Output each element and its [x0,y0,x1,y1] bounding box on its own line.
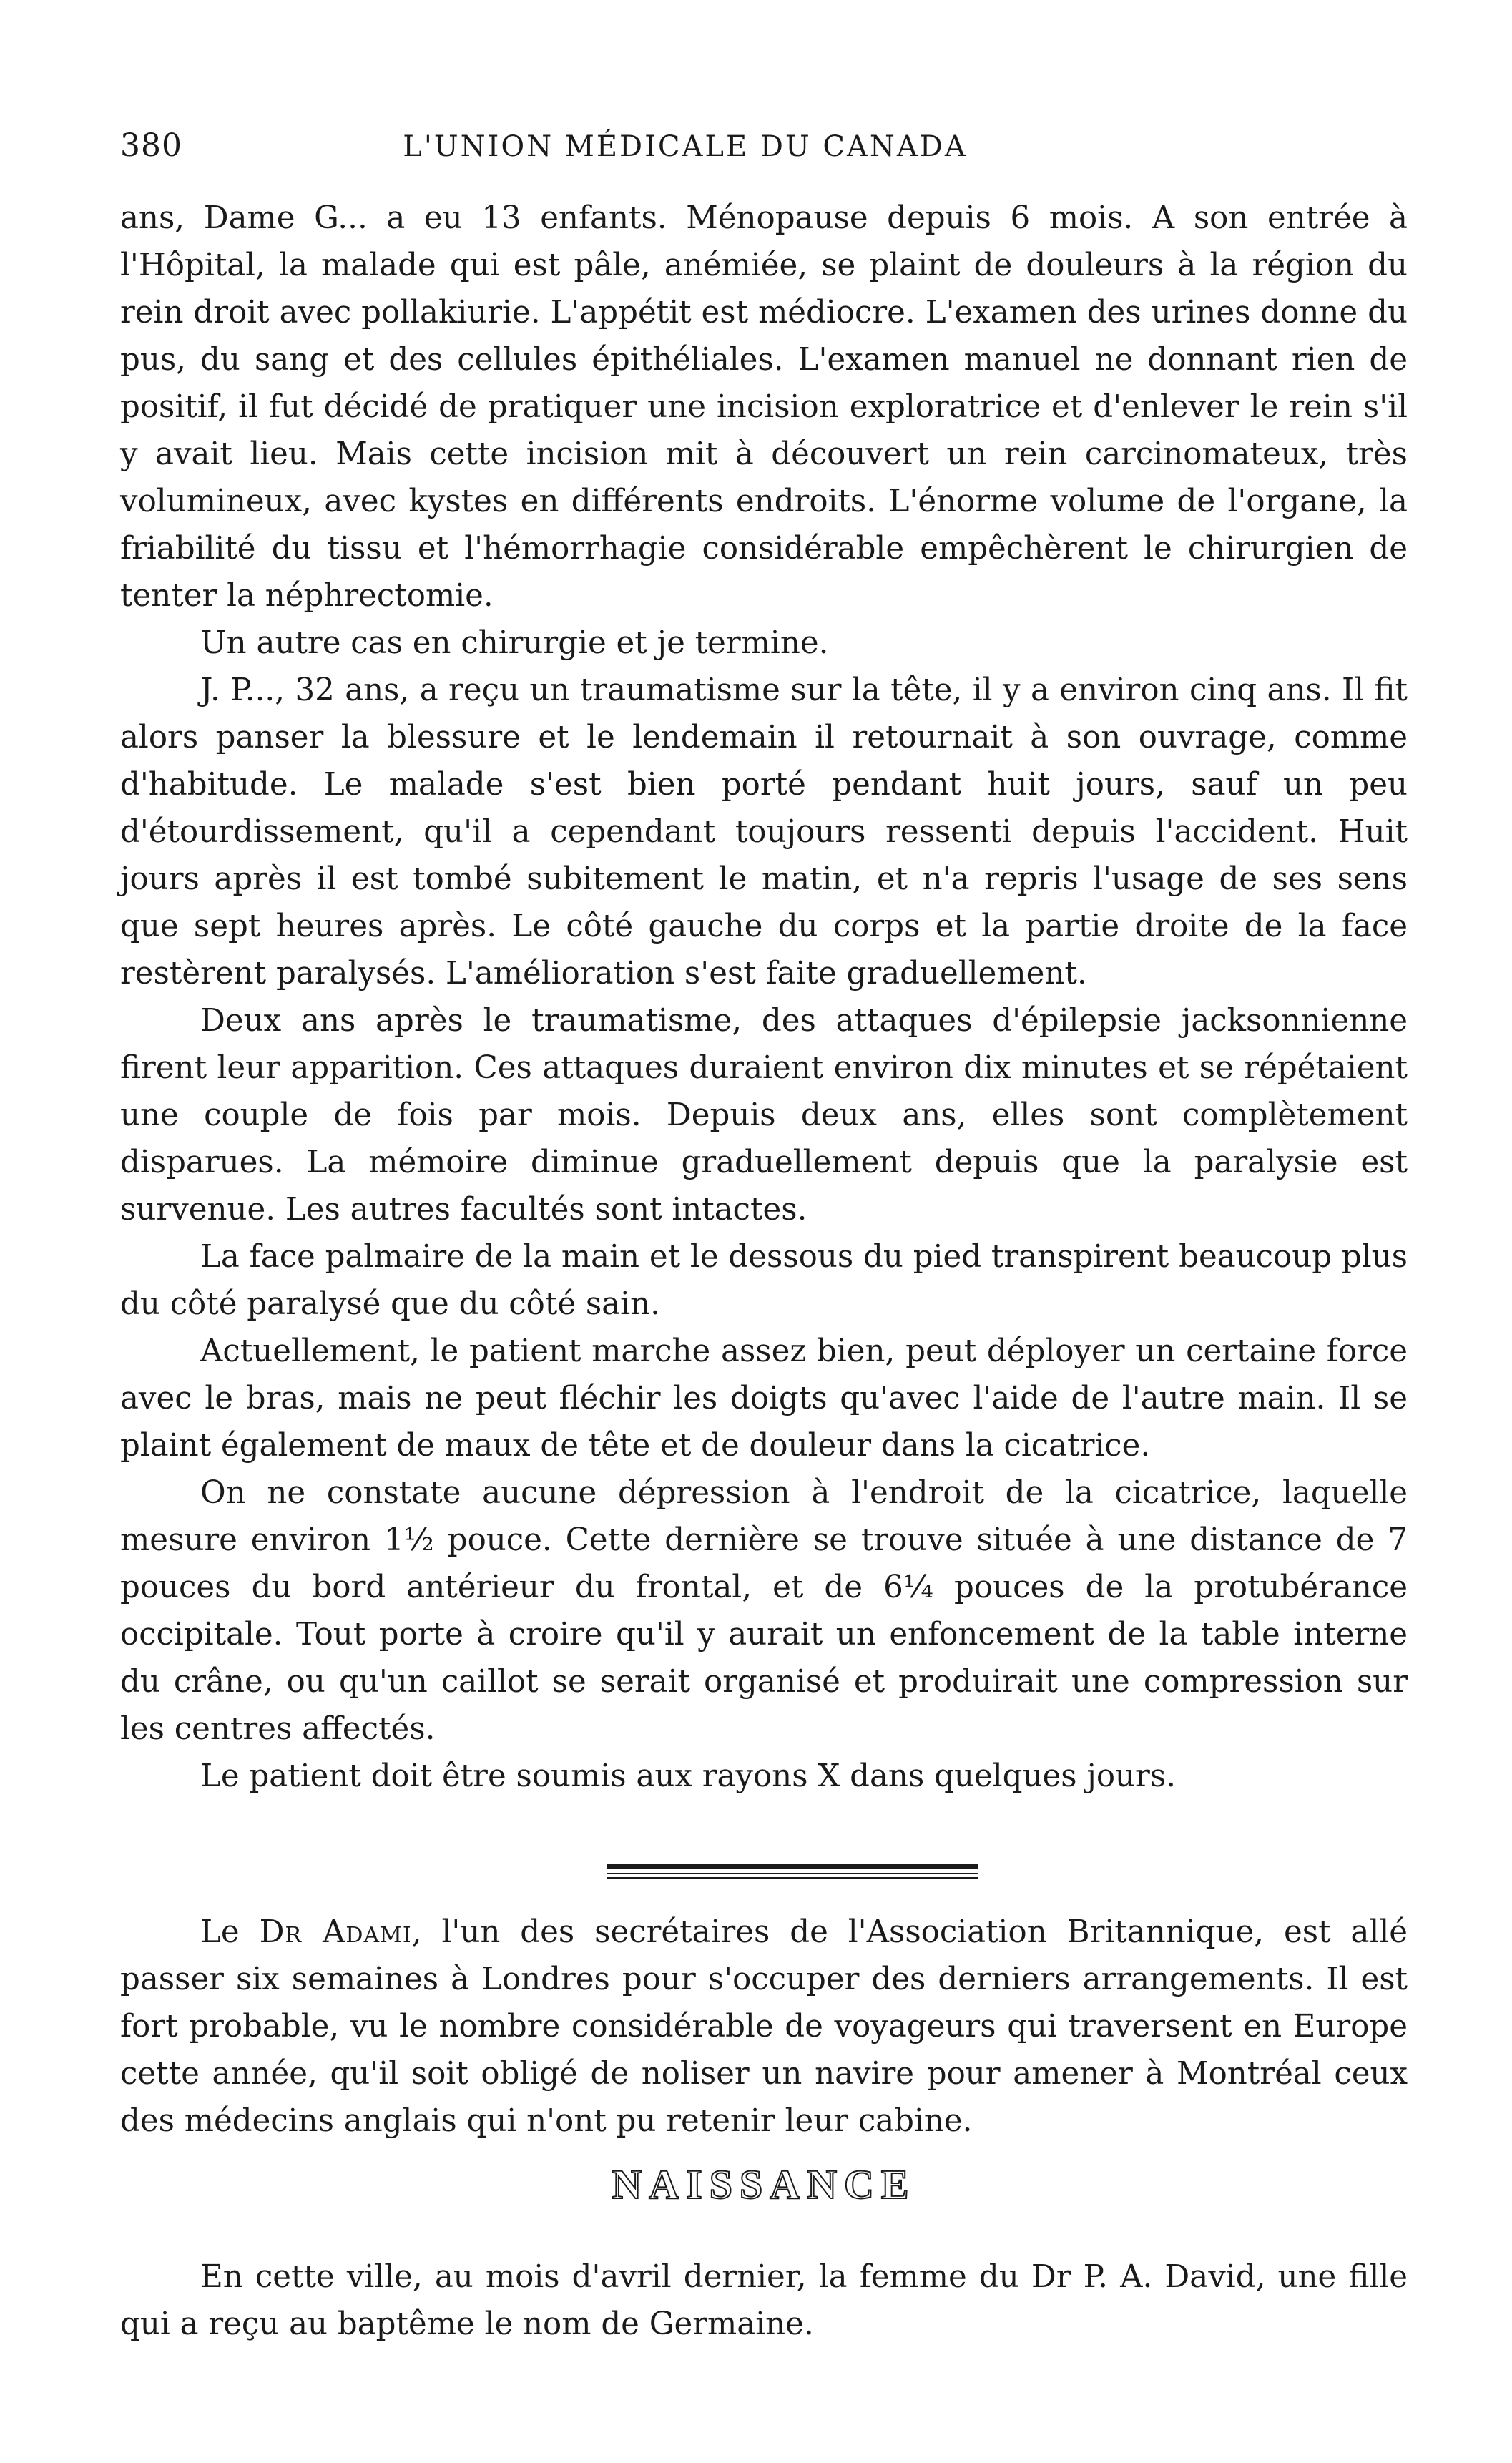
paragraph-current-state: Actuellement, le patient marche assez bien, peut déployer un certaine force avec le bras, mais ne peut fléchir les doigts qu'avec l'aide de l'autre main. Il se plaint également de maux de tête et de douleur dans la cicatrice. [120,1333,1408,1464]
birth-heading: NAISSANCE [612,2161,916,2208]
paragraph-trauma-case: J. P..., 32 ans, a reçu un traumatisme sur la tête, il y a environ cinq ans. Il fit alors panser la blessure et le lendemain il retournait à son ouvrage, comme d'habitude. Le malade s'est bien porté pendant huit jours, sauf un peu d'étourdissement, qu'il a cependant toujours ressenti depuis l'accident. Huit jours après il est tombé subitement le matin, et n'a repris l'usage de ses sens que sept heures après. Le côté gauche du corps et la partie droite de la face restèrent paralysés. L'amélioration s'est faite graduellement. [120,672,1408,991]
paragraph-scar: On ne constate aucune dépression à l'endroit de la cicatrice, laquelle mesure environ 1½ pouce. Cette dernière se trouve située à une distance de 7 pouces du bord antérieur du frontal, et de 6¼ pouces de la protubérance occipitale. Tout porte à croire qu'il y aurait un enfoncement de la table interne du crâne, ou qu'un caillot se serait organisé et produirait une compression sur les centres affectés. [120,1475,1408,1747]
birth-paragraph: En cette ville, au mois d'avril dernier, la femme du Dr P. A. David, une fille qui a reçu au baptême le nom de Germaine. [120,2259,1408,2342]
news-lead: Le [200,1914,260,1950]
journal-title: L'UNION MÉDICALE DU CANADA [403,130,968,163]
page-number: 380 [120,127,182,164]
paragraph-renal-case: ans, Dame G... a eu 13 enfants. Ménopause depuis 6 mois. A son entrée à l'Hôpital, la malade qui est pâle, anémiée, se plaint de douleurs à la région du rein droit avec pollakiurie. L'appétit est médiocre. L'examen des urines donne du pus, du sang et des cellules épithéliales. L'examen manuel ne donnant rien de positif, il fut décidé de pratiquer une incision exploratrice et d'enlever le rein s'il y avait lieu. Mais cette incision mit à découvert un rein carcinomateux, très volumineux, avec kystes en différents endroits. L'énorme volume de l'organe, la friabilité du tissu et l'hémorrhagie considérable empêchèrent le chirurgien de tenter la néphrectomie. [120,200,1408,614]
birth-announcement [120,2253,1408,2348]
paragraph-transition: Un autre cas en chirurgie et je termine. [200,625,829,661]
section-divider [607,1864,978,1880]
page-header [120,127,1408,170]
news-text: , l'un des secrétaires de l'Association Britannique, est allé passer six semaines à Londres pour s'occuper des derniers arrangements. Il est fort probable, vu le nombre considérable de voyageurs qui traversent en Europe cette année, qu'il soit obligé de noliser un navire pour amener à Montréal ceux des médecins anglais qui n'ont pu retenir leur cabine. [120,1914,1408,2139]
news-item [120,1909,1408,2145]
news-person-name: Dr Adami [259,1914,412,1950]
paragraph-epilepsy: Deux ans après le traumatisme, des attaques d'épilepsie jacksonnienne firent leur apparition. Ces attaques duraient environ dix minutes et se répétaient une couple de fois par mois. Depuis deux ans, elles sont complètement disparues. La mémoire diminue graduellement depuis que la paralysie est survenue. Les autres facultés sont intactes. [120,1003,1408,1228]
paragraph-xray: Le patient doit être soumis aux rayons X dans quelques jours. [200,1758,1177,1794]
news-paragraph [120,1909,1408,2145]
paragraph-perspiration: La face palmaire de la main et le dessous du pied transpirent beaucoup plus du côté paralysé que du côté sain. [120,1239,1408,1322]
case-report-text [120,195,1408,1800]
